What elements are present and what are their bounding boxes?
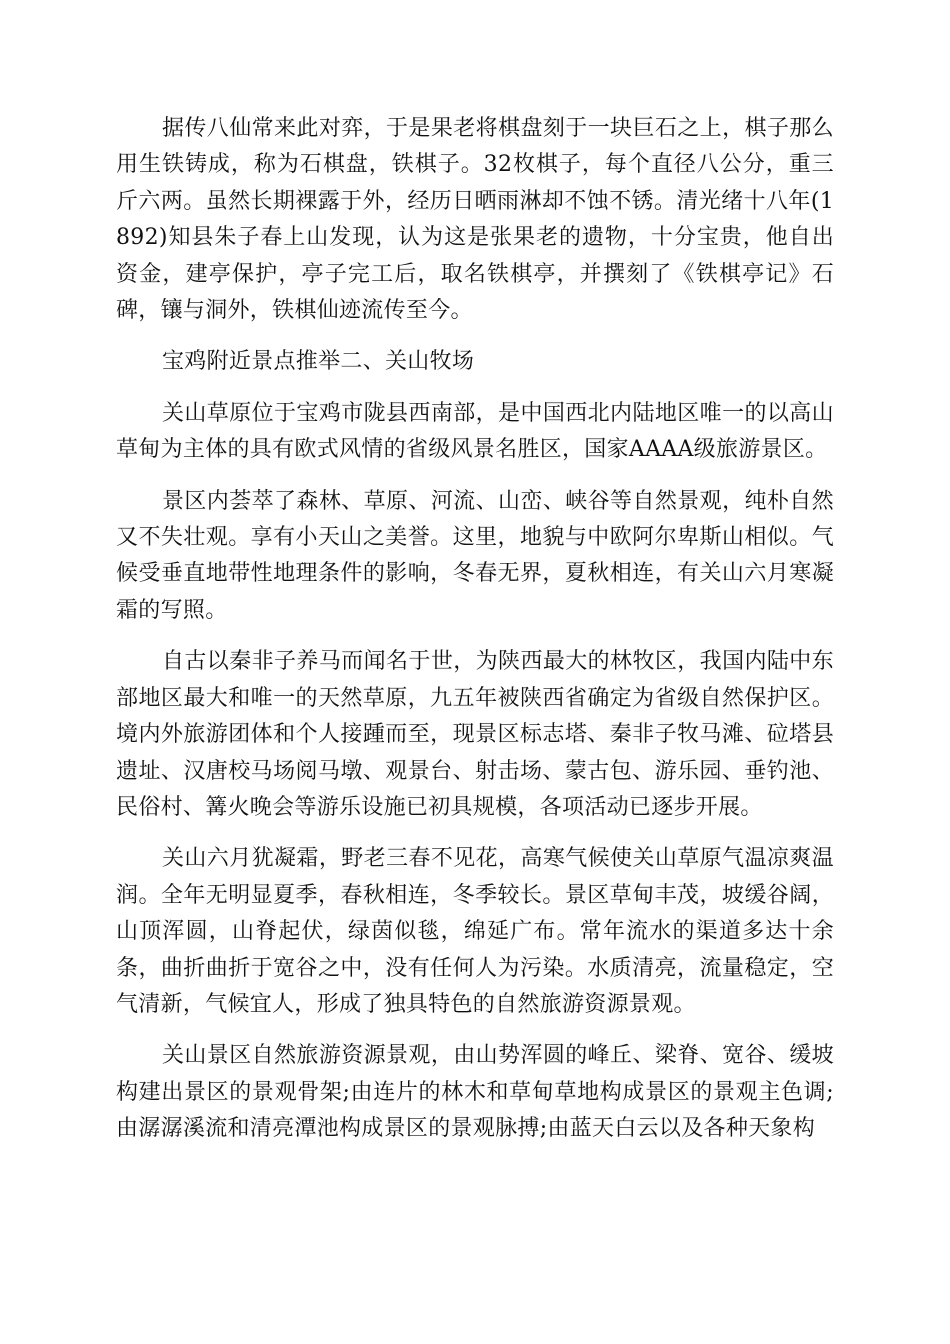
section-heading-guanshan-ranch: 宝鸡附近景点推举二、关山牧场 — [162, 349, 475, 375]
paragraph-iron-chess: 据传八仙常来此对弈，于是果老将棋盘刻于一块巨石之上，棋子那么用生铁铸成，称为石棋盘，铁棋子。32枚棋子，每个直径八公分，重三斤六两。虽然长期裸露于外，经历日晒雨淋却不蚀不锈。清光绪十八年(1892)知县朱子春上山发现，认为这是张果老的遗物，十分宝贵，他自出资金，建亭保护，亭子完工后，取名铁棋亭，并撰刻了《铁棋亭记》石碑，镶与洞外，铁棋仙迹流传至今。 — [116, 116, 834, 324]
paragraph-history: 自古以秦非子养马而闻名于世，为陕西最大的林牧区，我国内陆中东部地区最大和唯一的天然草原，九五年被陕西省确定为省级自然保护区。境内外旅游团体和个人接踵而至，现景区标志塔、秦非子牧马滩、砬塔县遗址、汉唐校马场阅马墩、观景台、射击场、蒙古包、游乐园、垂钓池、民俗村、篝火晚会等游乐设施已初具规模，各项活动已逐步开展。 — [116, 649, 834, 820]
paragraph-natural-landscape: 景区内荟萃了森林、草原、河流、山峦、峡谷等自然景观，纯朴自然又不失壮观。享有小天山之美誉。这里，地貌与中欧阿尔卑斯山相似。气候受垂直地带性地理条件的影响，冬春无界，夏秋相连，有关山六月寒凝霜的写照。 — [116, 488, 834, 623]
paragraph-climate: 关山六月犹凝霜，野老三春不见花，高寒气候使关山草原气温凉爽温润。全年无明显夏季，春秋相连，冬季较长。景区草甸丰茂，坡缓谷阔，山顶浑圆，山脊起伏，绿茵似毯，绵延广布。常年流水的渠道多达十余条，曲折曲折于宽谷之中，没有任何人为污染。水质清亮，流量稳定，空气清新，气候宜人，形成了独具特色的自然旅游资源景观。 — [116, 846, 834, 1017]
paragraph-landscape-structure: 关山景区自然旅游资源景观，由山势浑圆的峰丘、梁脊、宽谷、缓坡构建出景区的景观骨架;由连片的林木和草甸草地构成景区的景观主色调;由潺潺溪流和清亮潭池构成景区的景观脉搏;由蓝天白云以及各种天象构 — [116, 1043, 834, 1142]
paragraph-guanshan-location: 关山草原位于宝鸡市陇县西南部，是中国西北内陆地区唯一的以高山草甸为主体的具有欧式风情的省级风景名胜区，国家AAAA级旅游景区。 — [116, 400, 834, 463]
document-body — [116, 111, 834, 1163]
